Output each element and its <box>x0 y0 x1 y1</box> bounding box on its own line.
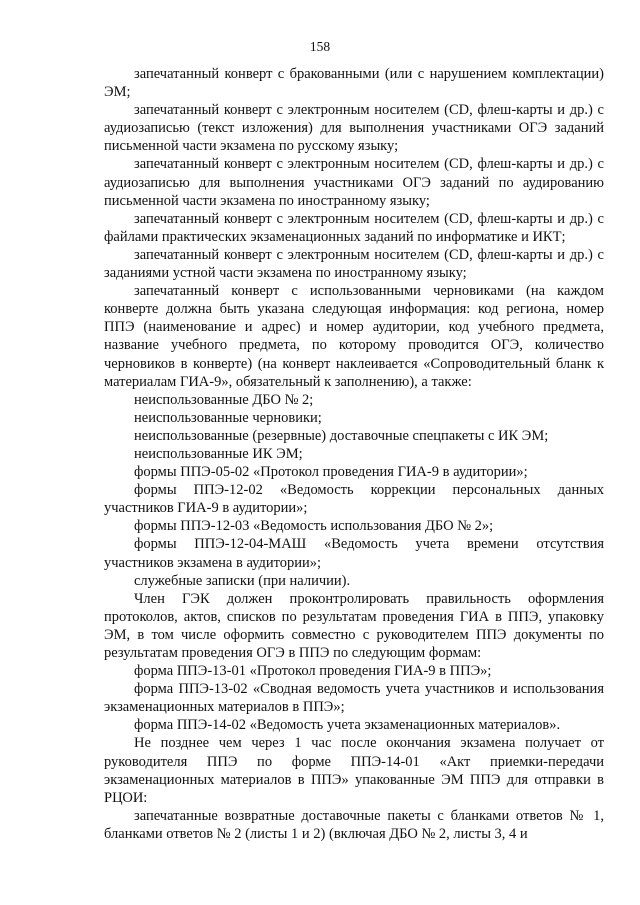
list-item: неиспользованные ИК ЭМ; <box>134 445 303 462</box>
list-item: служебные записки (при наличии). <box>134 572 351 589</box>
paragraph: запечатанный конверт с использованными черновиками (на каждом конверте должна быть указана следующая информация: код региона, номер ППЭ (наименование и адрес) и номер аудитории, код учебного предмета, название учебного предмета, по которому проводится ОГЭ, количество черновиков в конверте) (на конверт наклеивается «Сопроводительный бланк к материалам ГИА-9», обязательный к заполнению), а также: <box>104 283 604 390</box>
paragraph: Не позднее чем через 1 час после окончания экзамена получает от руководителя ППЭ по форме ППЭ-14-01 «Акт приемки-передачи экзаменационных материалов в ППЭ» упакованные ЭМ ППЭ для отправки в РЦОИ: <box>104 735 604 806</box>
list-item: форма ППЭ-13-01 «Протокол проведения ГИА-9 в ППЭ»; <box>134 663 492 680</box>
paragraph: запечатанный конверт с электронным носителем (CD, флеш-карты и др.) с аудиозаписью для выполнения участниками ОГЭ заданий по аудированию письменной части экзамена по иностранному языку; <box>104 156 604 209</box>
list-item: форма ППЭ-14-02 «Ведомость учета экзаменационных материалов». <box>134 717 561 734</box>
paragraph: запечатанный конверт с электронным носителем (CD, флеш-карты и др.) с заданиями устной части экзамена по иностранному языку; <box>104 246 604 282</box>
paragraph: запечатанный конверт с электронным носителем (CD, флеш-карты и др.) с файлами практических экзаменационных заданий по информатике и ИКТ; <box>104 210 604 245</box>
body-text <box>104 65 604 843</box>
paragraph: Член ГЭК должен проконтролировать правильность оформления протоколов, актов, списков по результатам проведения ГИА в ППЭ, упаковку ЭМ, в том числе оформить совместно с руководителем ППЭ документы по результатам проведения ОГЭ в ППЭ по следующим формам: <box>104 590 604 661</box>
list-item: форма ППЭ-13-02 «Сводная ведомость учета участников и использования экзаменационных материалов в ППЭ»; <box>104 681 604 716</box>
list-item: неиспользованные черновики; <box>134 409 322 426</box>
page-number: 158 <box>309 39 331 54</box>
list-item: неиспользованные (резервные) доставочные спецпакеты с ИК ЭМ; <box>134 427 549 444</box>
paragraph: запечатанные возвратные доставочные пакеты с бланками ответов № 1, бланками ответов № 2 (листы 1 и 2) (включая ДБО № 2, листы 3, 4 и <box>104 807 604 842</box>
list-item: формы ППЭ-12-04-МАШ «Ведомость учета времени отсутствия участников экзамена в аудитории»; <box>104 536 604 571</box>
paragraph: запечатанный конверт с бракованными (или с нарушением комплектации) ЭМ; <box>104 66 604 101</box>
paragraph: запечатанный конверт с электронным носителем (CD, флеш-карты и др.) с аудиозаписью (текст изложения) для выполнения участниками ОГЭ заданий письменной части экзамена по русскому языку; <box>104 102 604 155</box>
list-item: формы ППЭ-12-02 «Ведомость коррекции персональных данных участников ГИА-9 в аудитории»; <box>104 482 604 517</box>
list-item: формы ППЭ-05-02 «Протокол проведения ГИА-9 в аудитории»; <box>134 464 528 481</box>
list-item: неиспользованные ДБО № 2; <box>134 391 314 408</box>
list-item: формы ППЭ-12-03 «Ведомость использования ДБО № 2»; <box>134 518 494 535</box>
